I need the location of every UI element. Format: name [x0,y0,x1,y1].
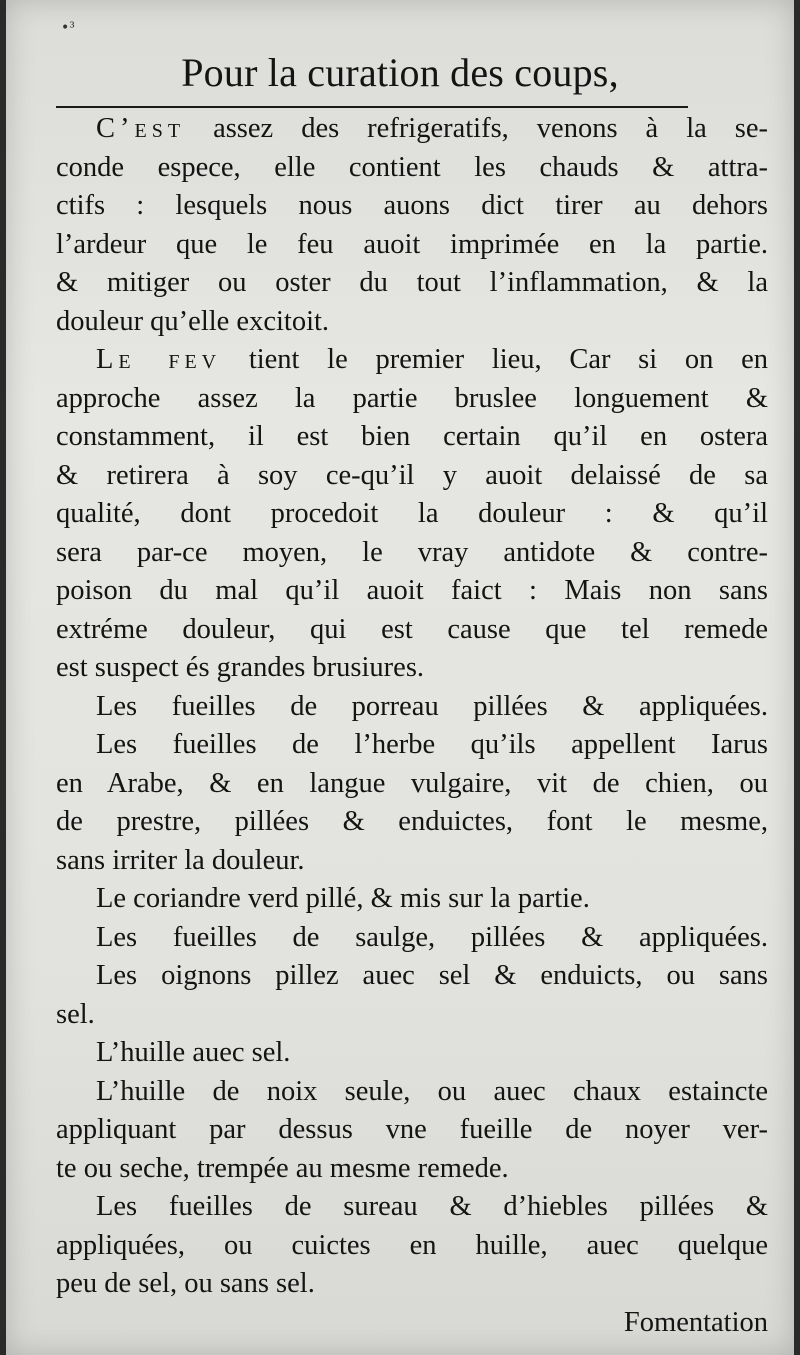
text-line: en Arabe, & en langue vulgaire, vit de chien, ou [56,767,768,799]
text-line: poison du mal qu’il auoit faict : Mais non sans [56,575,768,606]
text-line: ctifs : lesquels nous auons dict tirer au dehors [56,190,768,221]
text-line: sera par-ce moyen, le vray antidote & contre- [56,536,768,568]
text-line: sel. [56,998,95,1030]
text-line: Les fueilles de l’herbe qu’ils appellent Iarus [96,729,768,760]
text-line: constamment, il est bien certain qu’il en ostera [56,421,768,452]
text-line: Les fueilles de saulge, pillées & appliquées. [96,921,768,953]
text-line: L’huille auec sel. [96,1037,291,1068]
text-line: sans irriter la douleur. [56,844,305,876]
text-line: te ou seche, trempée au mesme remede. [56,1152,509,1184]
text-line: peu de sel, ou sans sel. [56,1268,315,1299]
text-line: appliquant par dessus vne fueille de noyer ver- [56,1114,768,1145]
book-page [6,0,794,1355]
small-caps-lead: C’est [96,113,186,144]
text-line: extréme douleur, qui est cause que tel remede [56,613,768,645]
text-line: qualité, dont procedoit la douleur : & qu’il [56,498,768,529]
text-line: & mitiger ou oster du tout l’inflammation, & la [56,267,768,298]
text-line: de prestre, pillées & enduictes, font le mesme, [56,806,768,837]
text-line: L’huille de noix seule, ou auec chaux estaincte [96,1075,768,1107]
catchword: Fomentation [623,1306,768,1338]
text-line: Les fueilles de sureau & d’hiebles pillées & [96,1191,768,1222]
body-text [56,110,768,1342]
text-line: & retirera à soy ce-qu’il y auoit delaissé de sa [56,459,768,491]
text-line: est suspect és grandes brusiures. [56,652,425,683]
text-line: Les fueilles de porreau pillées & appliquées. [96,690,768,722]
text-line: appliquées, ou cuictes en huille, auec quelque [56,1229,768,1261]
text-line: Le fev tient le premier lieu, Car si on en [96,344,768,375]
text-line: approche assez la partie bruslee longuement & [56,382,768,414]
text-line: l’ardeur que le feu auoit imprimée en la partie. [56,228,768,260]
text-line: C’est assez des refrigeratifs, venons à la se- [96,113,768,144]
text-line: conde espece, elle contient les chauds & attra- [56,151,768,183]
text-line: douleur qu’elle excitoit. [56,305,330,337]
running-head: Pour la curation des coups, [181,50,619,95]
small-caps-lead: Le fev [96,344,222,375]
text-line: Les oignons pillez auec sel & enduicts, ou sans [96,960,768,991]
corner-mark: •³ [61,20,75,36]
text-line: Le coriandre verd pillé, & mis sur la partie. [96,883,590,914]
head-rule [56,106,688,108]
